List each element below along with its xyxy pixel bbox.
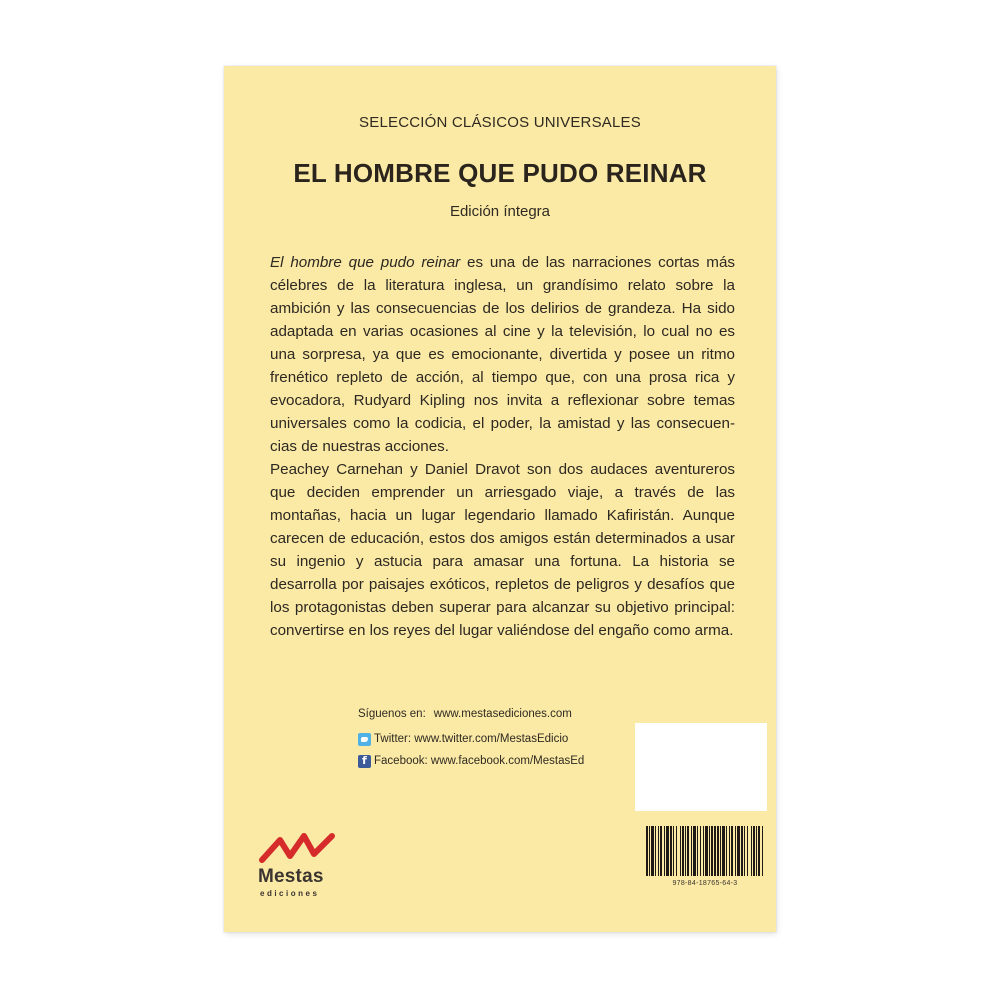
follow-label: Síguenos en:: [358, 708, 426, 720]
synopsis-paragraph-1-text: es una de las narraciones cortas más célebres de la literatura inglesa, un grandísimo relato sobre la ambición y las consecuencias de los delirios de grandeza. Ha sido adaptada en varias ocasiones al cine y la televisión, lo cual no es una sorpresa, ya que es emocionante, divertida y posee un ritmo frenético repleto de acción, al tiempo que, con una prosa rica y evocadora, Rudyard Kipling nos invita a reflexionar sobre temas universales como la codicia, el poder, la amistad y las consecuencias de nuestras acciones.: [270, 254, 735, 455]
twitter-row: [358, 728, 618, 750]
facebook-icon: [358, 755, 371, 768]
social-links: [358, 702, 618, 772]
book-title: EL HOMBRE QUE PUDO REINAR: [293, 158, 707, 188]
mestas-swoosh-icon: [258, 830, 348, 870]
book-back-cover: [224, 66, 776, 932]
facebook-row: [358, 750, 618, 772]
synopsis-title-italic: El hombre que pudo reinar: [270, 254, 461, 271]
facebook-link: Facebook: www.facebook.com/MestasEd: [374, 755, 585, 767]
publisher-logo: [258, 830, 358, 908]
synopsis-paragraph-1: [270, 251, 735, 458]
barcode: [644, 826, 766, 904]
twitter-link: Twitter: www.twitter.com/MestasEdicio: [374, 733, 569, 745]
series-label: SELECCIÓN CLÁSICOS UNIVERSALES: [359, 114, 641, 131]
edition-label: Edición íntegra: [449, 203, 551, 220]
twitter-icon: [358, 733, 371, 746]
publisher-subtitle: ediciones: [260, 889, 320, 898]
website-link: www.mestasediciones.com: [433, 708, 572, 720]
publisher-name: Mestas: [258, 866, 324, 887]
follow-row: [358, 702, 618, 726]
synopsis: [270, 251, 735, 642]
price-sticker: [635, 723, 767, 811]
isbn-number: 978-84-18765-64-3: [672, 880, 738, 887]
synopsis-paragraph-2: Peachey Carnehan y Daniel Dravot son dos audaces aventureros que deciden emprender un arriesgado viaje, a través de las montañas, hacia un lugar legendario llamado Kafiristán. Aunque carecen de educación, estos dos amigos están determinados a usar su ingenio y astucia para amasar una fortuna. La historia se desarrolla por paisajes exóticos, repletos de peligros y desafíos que los protagonistas deben superar para alcanzar su objetivo principal: convertirse en los reyes del lugar valiéndose del engaño como arma.: [270, 461, 735, 639]
barcode-icon: [644, 826, 766, 878]
